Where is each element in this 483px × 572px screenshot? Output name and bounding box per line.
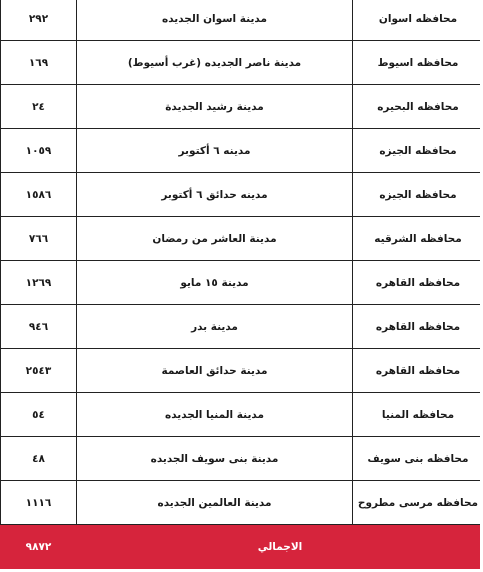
total-label: الاجمالي <box>77 525 483 569</box>
city-cell: مدينة بنى سويف الجديده <box>77 437 353 481</box>
table-row <box>1 173 483 217</box>
table-row <box>1 41 483 85</box>
count-cell: ١٥٨٦ <box>1 173 77 217</box>
count-cell: ١٢٦٩ <box>1 261 77 305</box>
governorate-cell: محافظه القاهره <box>353 305 483 349</box>
table-row <box>1 481 483 525</box>
city-cell: مدينة المنيا الجديده <box>77 393 353 437</box>
governorate-cell: محافظه الجيزه <box>353 129 483 173</box>
table-row <box>1 393 483 437</box>
count-cell: ٥٤ <box>1 393 77 437</box>
count-cell: ١٠٥٩ <box>1 129 77 173</box>
table-row <box>1 217 483 261</box>
table-body <box>1 0 483 569</box>
governorate-cell: محافظه المنيا <box>353 393 483 437</box>
table-row <box>1 129 483 173</box>
city-cell: مدينة ناصر الجديده (غرب أسيوط) <box>77 41 353 85</box>
count-cell: ١٦٩ <box>1 41 77 85</box>
city-cell: مدينه حدائق ٦ أكتوبر <box>77 173 353 217</box>
city-cell: مدينة ١٥ مايو <box>77 261 353 305</box>
city-cell: مدينه ٦ أكتوبر <box>77 129 353 173</box>
city-cell: مدينة اسوان الجديده <box>77 0 353 41</box>
count-cell: ٤٨ <box>1 437 77 481</box>
total-count: ٩٨٧٢ <box>1 525 77 569</box>
table-row <box>1 261 483 305</box>
city-cell: مدينة حدائق العاصمة <box>77 349 353 393</box>
city-cell: مدينة رشيد الجديدة <box>77 85 353 129</box>
governorate-cell: محافظه البحيره <box>353 85 483 129</box>
governorate-cell: محافظه مرسى مطروح <box>353 481 483 525</box>
governorate-cell: محافظه اسوان <box>353 0 483 41</box>
count-cell: ٢٩٢ <box>1 0 77 41</box>
governorate-cell: محافظه القاهره <box>353 349 483 393</box>
count-cell: ٩٤٦ <box>1 305 77 349</box>
table-row <box>1 85 483 129</box>
city-cell: مدينة العاشر من رمضان <box>77 217 353 261</box>
governorate-cell: محافظه بنى سويف <box>353 437 483 481</box>
table-row <box>1 437 483 481</box>
city-cell: مدينة العالمين الجديده <box>77 481 353 525</box>
city-cell: مدينة بدر <box>77 305 353 349</box>
table-row <box>1 305 483 349</box>
count-cell: ٢٥٤٣ <box>1 349 77 393</box>
table-row <box>1 0 483 41</box>
governorate-cell: محافظه الجيزه <box>353 173 483 217</box>
total-row <box>1 525 483 569</box>
count-cell: ٢٤ <box>1 85 77 129</box>
governorate-cell: محافظه الشرقيه <box>353 217 483 261</box>
governorate-cell: محافظه القاهره <box>353 261 483 305</box>
count-cell: ٧٦٦ <box>1 217 77 261</box>
table-row <box>1 349 483 393</box>
count-cell: ١١١٦ <box>1 481 77 525</box>
governorate-cell: محافظه اسيوط <box>353 41 483 85</box>
